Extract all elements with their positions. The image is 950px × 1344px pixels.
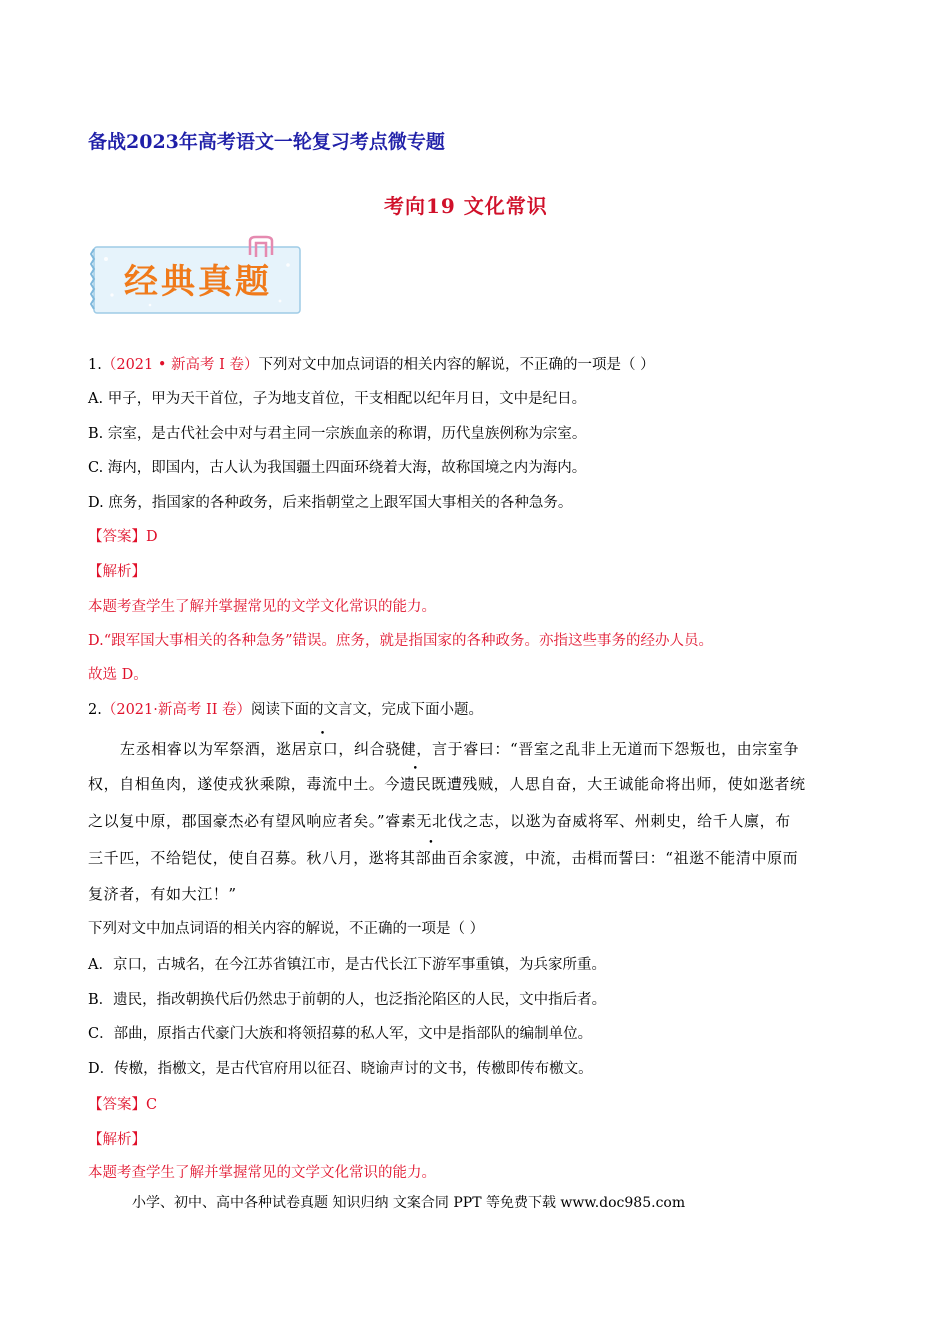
passage-line-4 (88, 848, 798, 868)
passage-text: 权，自相鱼肉，遂使戎狄乘隙，毒流中土。今 (88, 775, 401, 793)
dotted-term-yimin: 遗民 (400, 775, 432, 793)
passage-text: 左丞相睿以为军祭酒，逖居 (120, 740, 308, 758)
q1-number: 1. (88, 357, 102, 373)
dotted-term-jingkou: 京口 (307, 740, 339, 758)
passage-line-2 (88, 774, 806, 794)
banner-classic-questions (90, 235, 306, 317)
dotted-term-buqu: 部曲 (415, 849, 447, 867)
passage-text: 百余家渡，中流，击楫而誓曰：“祖逖不能清中原而 (446, 849, 799, 867)
passage-line-3: 之以复中原，郡国豪杰必有望风响应者矣。”睿素无北伐之志，以逖为奋威将军、州刺史，给千人廪，布 (88, 812, 791, 830)
q2-option-d: D．传檄，指檄文，是古代官府用以征召、晓谕声讨的文书，传檄即传布檄文。 (88, 1061, 593, 1077)
passage-text: 三千匹，不给铠仗，使自召募。秋八月，逖将其 (88, 849, 416, 867)
q1-analysis-line-3: 故选 D。 (88, 667, 148, 683)
q1-analysis-line-2: D.“跟军国大事相关的各种急务”错误。庶务，就是指国家的各种政务。亦指这些事务的经办人员。 (88, 633, 714, 649)
q1-answer: 【答案】D (88, 529, 158, 545)
q2-prompt: 下列对文中加点词语的相关内容的解说，不正确的一项是（ ） (88, 921, 485, 937)
q2-analysis-label: 【解析】 (88, 1132, 146, 1148)
q2-option-b: B．遗民，指改朝换代后仍然忠于前朝的人，也泛指沦陷区的人民，文中指后者。 (88, 992, 607, 1008)
q2-option-a: A．京口，古城名，在今江苏省镇江市，是古代长江下游军事重镇，为兵家所重。 (88, 957, 606, 973)
q1-option-d: D. 庶务，指国家的各种政务，后来指朝堂之上跟军国大事相关的各种急务。 (88, 495, 573, 511)
q2-answer: 【答案】C (88, 1097, 158, 1113)
q2-option-c: C．部曲，原指古代豪门大族和将领招募的私人军，文中是指部队的编制单位。 (88, 1026, 593, 1042)
q1-option-b: B. 宗室，是古代社会中对与君主同一宗族血亲的称谓，历代皇族例称为宗室。 (88, 426, 587, 442)
passage-text: ，纠合骁健，言于睿曰：“晋室之乱非上无道而下怨叛也，由宗室争 (338, 740, 800, 758)
section-title: 考向19 文化常识 (384, 194, 548, 218)
passage-line-5: 复济者，有如大江！” (88, 885, 237, 903)
q1-prompt: 下列对文中加点词语的相关内容的解说，不正确的一项是（ ） (258, 357, 655, 373)
q2-source: （2021·新高考 II 卷） (101, 702, 252, 718)
footer-text: 小学、初中、高中各种试卷真题 知识归纳 文案合同 PPT 等免费下载 www.doc985.com (132, 1195, 686, 1211)
q2-analysis-line: 本题考查学生了解并掌握常见的文学文化常识的能力。 (88, 1165, 436, 1181)
banner-label: 经典真题 (124, 262, 272, 302)
passage-line-1 (120, 739, 799, 759)
q1-analysis-label: 【解析】 (88, 564, 146, 580)
q2-intro: 阅读下面的文言文，完成下面小题。 (251, 702, 484, 718)
q1-source: （2021 • 新高考 I 卷） (101, 357, 259, 373)
passage-text: 既遭残贼，人思自奋，大王诚能命将出师，使如逖者统 (431, 775, 806, 793)
q2-stem (88, 700, 483, 720)
q1-option-c: C. 海内，即国内，古人认为我国疆土四面环绕着大海，故称国境之内为海内。 (88, 460, 587, 476)
q1-analysis-line-1: 本题考查学生了解并掌握常见的文学文化常识的能力。 (88, 599, 436, 615)
q1-stem (88, 355, 655, 375)
document-title: 备战2023年高考语文一轮复习考点微专题 (88, 131, 445, 153)
q1-option-a: A. 甲子，甲为天干首位，子为地支首位，干支相配以纪年月日，文中是纪日。 (88, 391, 587, 407)
q2-number: 2. (88, 702, 102, 718)
